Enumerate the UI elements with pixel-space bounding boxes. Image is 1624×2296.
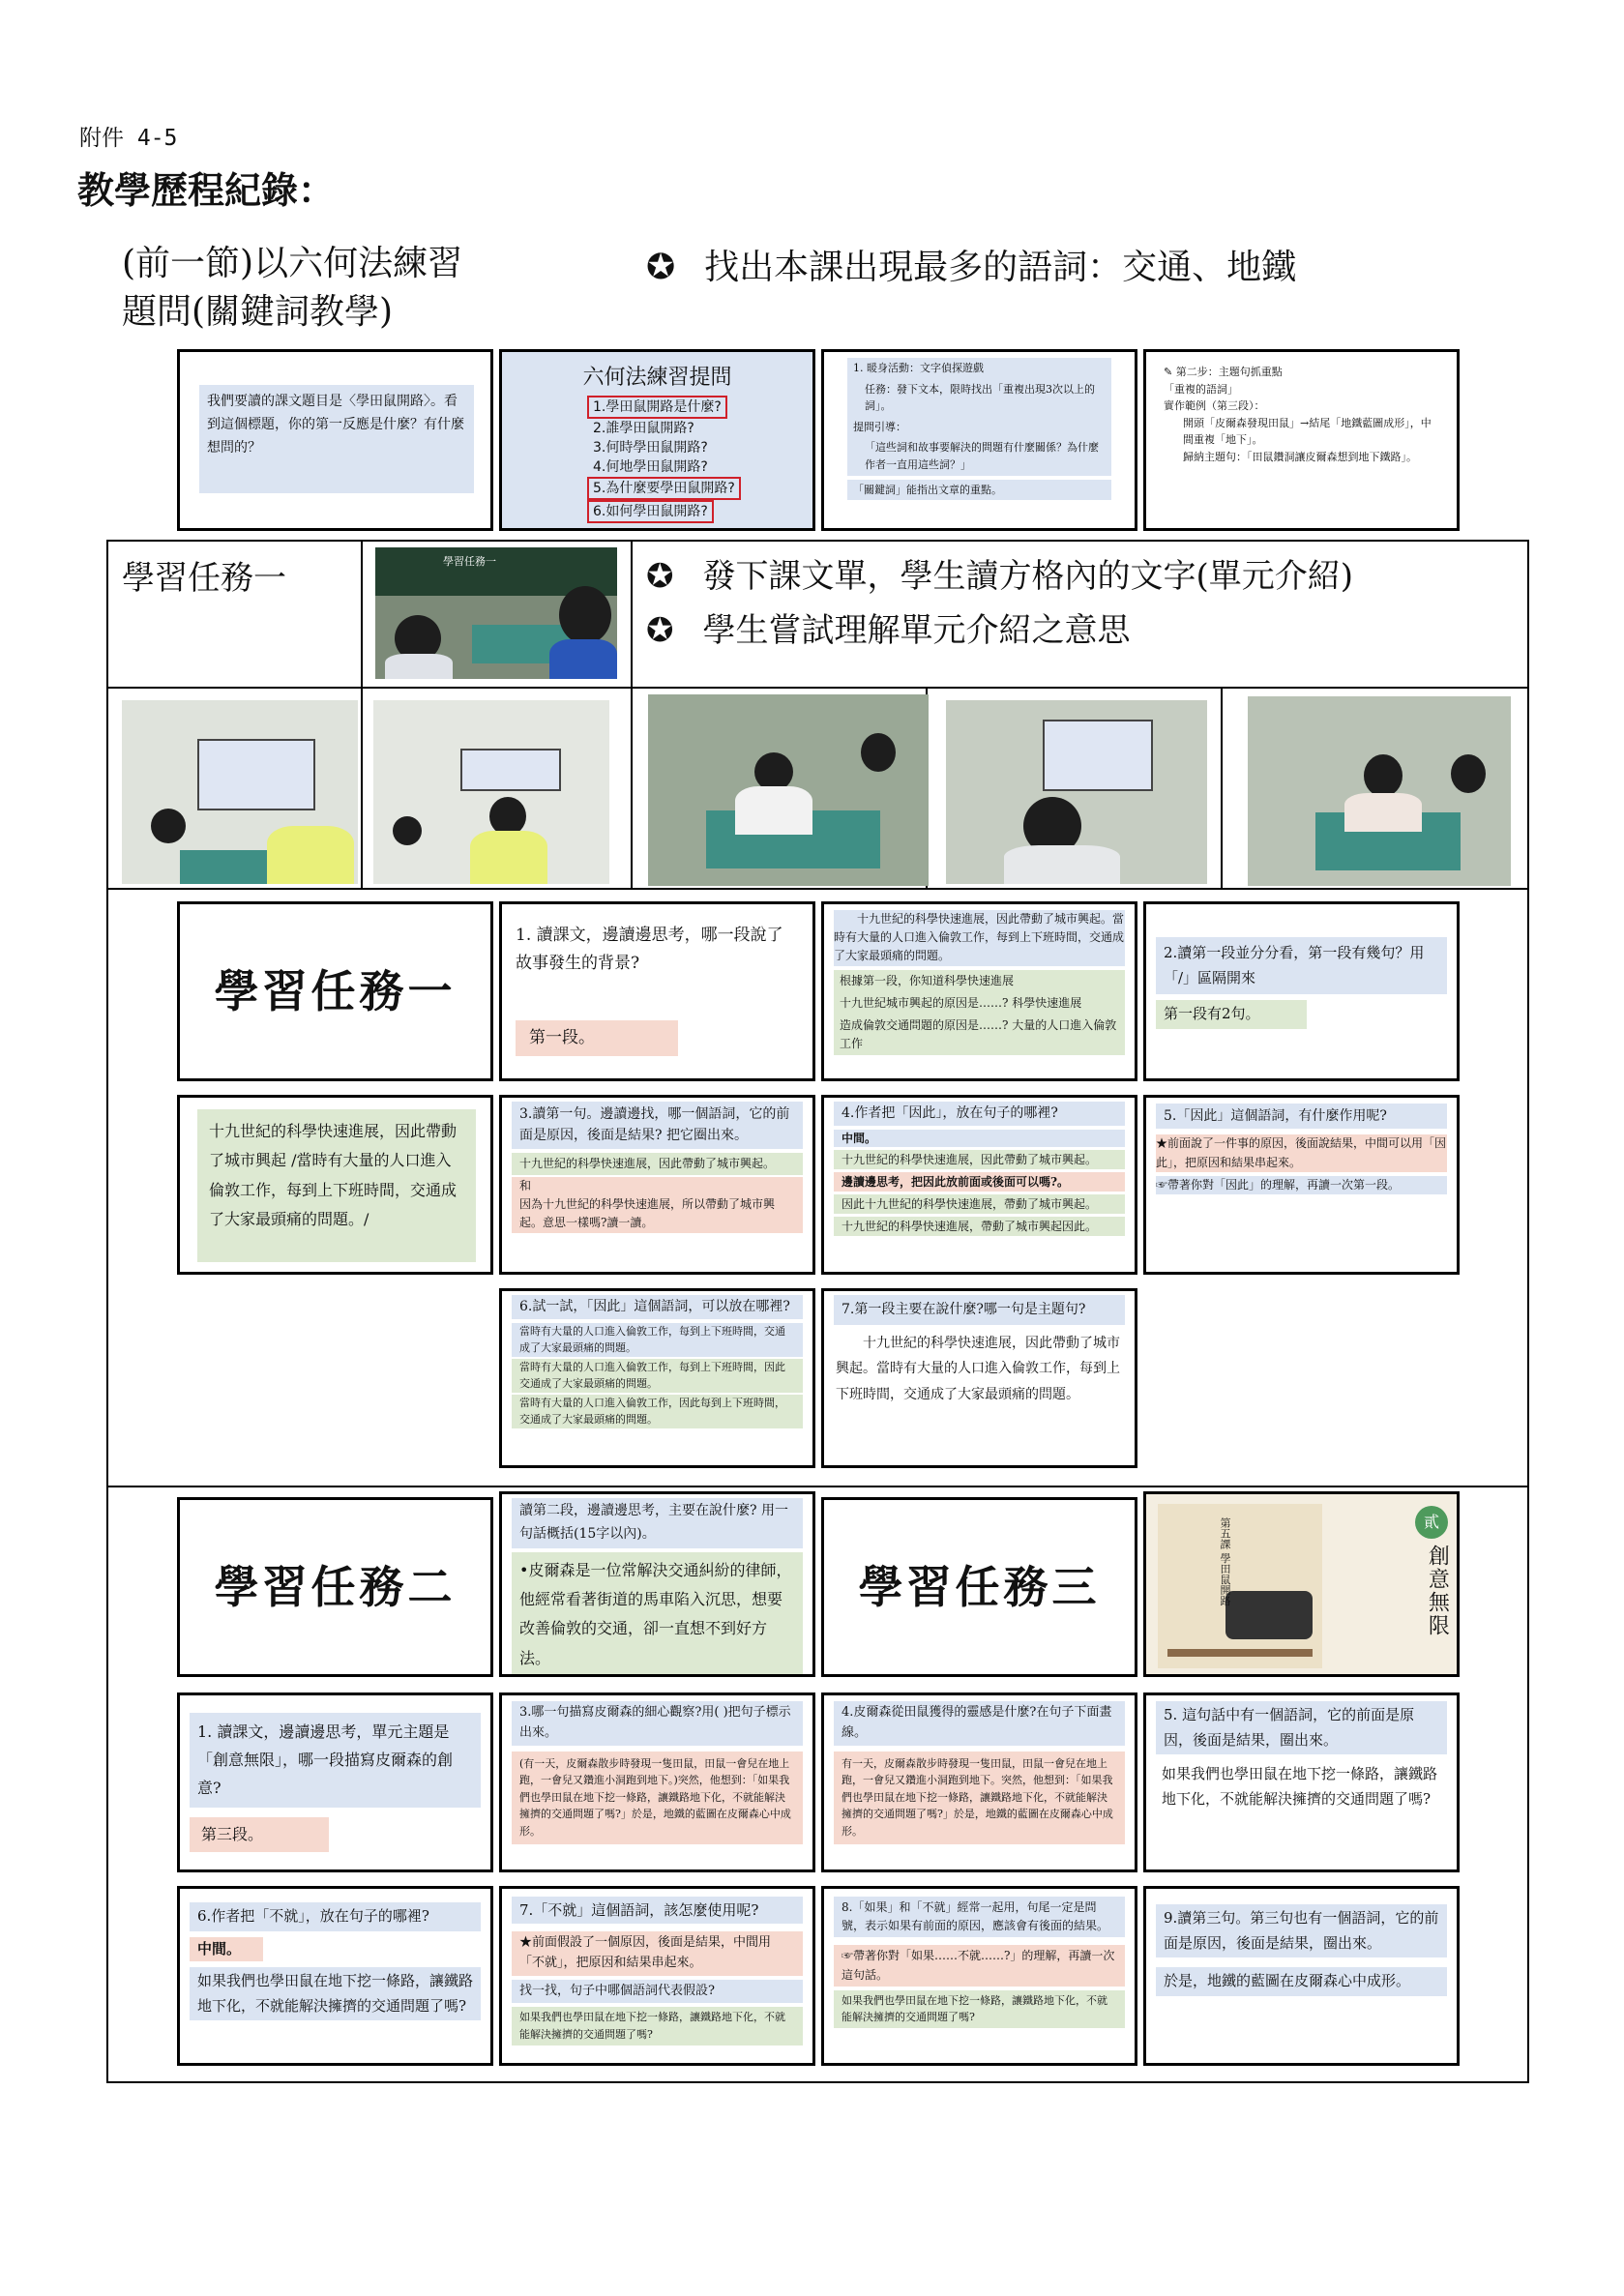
- question-item-6: 6.如何學田鼠開路?: [587, 500, 714, 523]
- q3-text: 3.讀第一句。邊讀邊找，哪一個語詞，它的前面是原因，後面是結果? 把它圈出來。: [512, 1102, 803, 1149]
- slide-paragraph1: [821, 901, 1137, 1081]
- q6-line3: 當時有大量的人口進入倫敦工作，因此每到上下班時間，交通成了大家最頭痛的問題。: [512, 1395, 803, 1428]
- intro-right: [646, 240, 1296, 289]
- star-icon: ✪: [646, 248, 676, 287]
- question-item-5: 5.為什麼要學田鼠開路?: [587, 477, 741, 500]
- c2-text: 3.哪一句描寫皮爾森的細心觀察?用( )把句子標示出來。: [512, 1701, 803, 1746]
- d3-line2: ☞帶著你對「如果……不就……?」的理解，再讀一次這句話。: [834, 1945, 1125, 1986]
- d1-text: 6.作者把「不就」，放在句子的哪裡?: [190, 1902, 481, 1931]
- d2-line1: ★前面假設了一個原因，後面是結果，中間用「不就」，把原因和結果串起來。: [512, 1931, 803, 1976]
- slide-q2: [1143, 901, 1460, 1081]
- q1-text: 1. 讀課文，邊讀邊思考，哪一段說了故事發生的背景?: [516, 926, 783, 973]
- q5-line2: ☞帶著你對「因此」的理解，再讀一次第一段。: [1156, 1176, 1447, 1194]
- topic-line3: 實作範例（第三段）：: [1164, 399, 1265, 413]
- classroom-photo-3: [373, 700, 609, 884]
- topic-line5: 歸納主題句：「田鼠鑽洞讓皮爾森想到地下鐵路」。: [1183, 450, 1417, 463]
- q4-line1: 十九世紀的科學快速進展，因此帶動了城市興起。: [834, 1150, 1125, 1169]
- q4-line3: 因此十九世紀的科學快速進展，帶動了城市興起。: [834, 1194, 1125, 1214]
- c3-paragraph: 有一天，皮爾森散步時發現一隻田鼠，田鼠一會兒在地上跑，一會兒又鑽進小洞跑到地下。突然，他想到：「如果我們也學田鼠在地下挖一條路，讓鐵路地下化，不就能解決擁擠的交通問題了嗎?」於是，地鐵的藍圖在皮爾森心中成形。: [834, 1751, 1125, 1844]
- slide-d4: [1143, 1886, 1460, 2066]
- slide-q5: [1143, 1095, 1460, 1275]
- c4-text: 5. 這句話中有一個語詞，它的前面是原因，後面是結果，圈出來。: [1156, 1701, 1447, 1754]
- question-item-3: 3.何時學田鼠開路?: [593, 440, 708, 456]
- lesson-title: 第五課 學田鼠開路: [1219, 1517, 1231, 1606]
- d1-answer: 中間。: [190, 1937, 263, 1962]
- slide-six-questions: [499, 349, 815, 531]
- slide-c4: [1143, 1693, 1460, 1872]
- q1-answer: 第一段。: [516, 1020, 678, 1056]
- slide-q1: [499, 901, 815, 1081]
- classroom-photo-5: [946, 700, 1207, 884]
- task2-question: 讀第二段，邊讀邊思考，主要在說什麼? 用一句話概括(15字以內)。: [512, 1498, 803, 1548]
- q4-answer: 中間。: [834, 1130, 1125, 1147]
- warmup-line3: 提問引導：: [847, 417, 1111, 438]
- c4-sentence: 如果我們也學田鼠在地下挖一條路，讓鐵路地下化，不就能解決擁擠的交通問題了嗎?: [1162, 1765, 1438, 1808]
- star-icon: ✪: [646, 557, 674, 596]
- task2-heading: 學習任務二: [214, 1560, 457, 1613]
- q7-paragraph: 十九世紀的科學快速進展，因此帶動了城市興起。當時有大量的人口進入倫敦工作，每到上下班時間，交通成了大家最頭痛的問題。: [836, 1335, 1120, 1402]
- question-item-1: 1.學田鼠開路是什麼?: [587, 396, 727, 419]
- q3-line3: 因為十九世紀的科學快速進展，所以帶動了城市興起。意思一樣嗎?讀一讀。: [512, 1195, 803, 1232]
- slide-topic-sentence: [1143, 349, 1460, 531]
- slide-title-question-text: 我們要讀的課文題目是〈學田鼠開路〉。看到這個標題，你的第一反應是什麼？有什麼想問的？: [199, 385, 474, 493]
- warmup-line2: 任務：發下文本，限時找出「重複出現3次以上的詞」。: [847, 379, 1111, 417]
- slide-d2: [499, 1886, 815, 2066]
- topic-line2: 「重複的語詞」: [1164, 382, 1238, 396]
- task1-label: 學習任務一: [122, 559, 286, 598]
- pin-icon: ✎: [1164, 366, 1176, 378]
- q5-line1: ★前面說了一件事的原因，後面說結果，中間可以用「因此」，把原因和結果串起來。: [1156, 1134, 1447, 1171]
- topic-line1: ✎ 第二步：主題句抓重點: [1164, 366, 1283, 378]
- textbook-illustration: [1158, 1504, 1322, 1668]
- star-icon: ✪: [646, 611, 674, 650]
- task1-bullet2: ✪ 學生嘗試理解單元介紹之意思: [646, 603, 1353, 658]
- para1-line3: 造成倫敦交通問題的原因是……? 大量的人口進入倫敦工作: [834, 1015, 1125, 1055]
- d4-sentence: 於是，地鐵的藍圖在皮爾森心中成形。: [1156, 1967, 1447, 1996]
- c1-text: 1. 讀課文，邊讀邊思考，單元主題是「創意無限」，哪一段描寫皮爾森的創意?: [190, 1713, 481, 1808]
- q6-line2: 當時有大量的人口進入倫敦工作，每到上下班時間，因此交通成了大家最頭痛的問題。: [512, 1359, 803, 1393]
- slide-c2: [499, 1693, 815, 1872]
- q2-text: 2.讀第一段並分分看，第一段有幾句？用「/」區隔開來: [1156, 937, 1447, 994]
- intro-left: [122, 240, 462, 337]
- slide-q3: [499, 1095, 815, 1275]
- warmup-line5: 「關鍵詞」能指出文章的重點。: [847, 480, 1111, 501]
- train-icon: [1225, 1591, 1313, 1639]
- question-item-4: 4.何地學田鼠開路?: [593, 459, 708, 476]
- intro-left-line2: 題問(關鍵詞教學): [122, 292, 394, 332]
- q4-line2: 邊讀邊思考，把因此放前面或後面可以嗎?。: [834, 1172, 1125, 1192]
- para1-text: 十九世紀的科學快速進展，因此帶動了城市興起。當時有大量的人口進入倫敦工作，每到上下班時間，交通成了大家最頭痛的問題。: [834, 910, 1125, 966]
- slide-warmup: [821, 349, 1137, 531]
- unit-title: 創意無限: [1425, 1545, 1450, 1637]
- d2-line2: 找一找，句子中哪個語詞代表假設?: [512, 1980, 803, 2004]
- slide-c1: [177, 1693, 493, 1872]
- six-questions-title: 六何法練習提問: [582, 366, 732, 390]
- d1-sentence: 如果我們也學田鼠在地下挖一條路，讓鐵路地下化，不就能解決擁擠的交通問題了嗎?: [190, 1967, 481, 2020]
- intro-left-line1: (前一節)以六何法練習: [122, 244, 463, 283]
- attachment-label: 附件 4-5: [79, 126, 178, 151]
- q7-text: 7.第一段主要在說什麼?哪一句是主題句?: [834, 1295, 1125, 1325]
- classroom-photo-4: [648, 694, 929, 886]
- q5-text: 5.「因此」這個語詞，有什麼作用呢?: [1156, 1104, 1447, 1129]
- slide-title-question: [177, 349, 493, 531]
- c2-paragraph: (有一天，皮爾森散步時發現一隻田鼠，田鼠一會兒在地上跑，一會兒又鑽進小洞跑到地下。)突然，他想到：「如果我們也學田鼠在地下挖一條路，讓鐵路地下化，不就能解決擁擠的交通問題了嗎?」於是，地鐵的藍圖在皮爾森心中成形。: [512, 1751, 803, 1844]
- slide-task2-content: [499, 1491, 815, 1677]
- slide-task2-heading: [177, 1497, 493, 1677]
- classroom-photo-1: [375, 547, 617, 679]
- d2-line3: 如果我們也學田鼠在地下挖一條路，讓鐵路地下化，不就能解決擁擠的交通問題了嗎?: [512, 2007, 803, 2045]
- c3-text: 4.皮爾森從田鼠獲得的靈感是什麼?在句子下面畫線。: [834, 1701, 1125, 1746]
- q6-text: 6.試一試，「因此」這個語詞，可以放在哪裡?: [512, 1295, 803, 1319]
- d3-line3: 如果我們也學田鼠在地下挖一條路，讓鐵路地下化，不就能解決擁擠的交通問題了嗎?: [834, 1990, 1125, 2028]
- classroom-photo-2: [122, 700, 358, 884]
- slide-d3: [821, 1886, 1137, 2066]
- warmup-line1: 1. 暖身活動：文字偵探遊戲: [847, 358, 1111, 379]
- question-item-2: 2.誰學田鼠開路?: [593, 421, 694, 437]
- slide-q6: [499, 1288, 815, 1468]
- q6-line1: 當時有大量的人口進入倫敦工作，每到上下班時間，交通成了大家最頭痛的問題。: [512, 1323, 803, 1357]
- page-title: 教學歷程紀錄：: [77, 168, 336, 212]
- task1-bullets: [646, 549, 1353, 658]
- slide-task1-heading: [177, 901, 493, 1081]
- para1-line2: 十九世紀城市興起的原因是……? 科學快速進展: [834, 992, 1125, 1015]
- q4-line4: 十九世紀的科學快速進展，帶動了城市興起因此。: [834, 1217, 1125, 1236]
- unit-number-badge: 貳: [1415, 1506, 1448, 1539]
- task3-heading: 學習任務三: [858, 1560, 1101, 1613]
- q3-line2: 和: [512, 1177, 803, 1195]
- task1-heading: 學習任務一: [214, 964, 457, 1017]
- d4-text: 9.讀第三句。第三句也有一個語詞，它的前面是原因，後面是結果，圈出來。: [1156, 1904, 1447, 1957]
- classroom-photo-6: [1248, 696, 1511, 886]
- q4-text: 4.作者把「因此」，放在句子的哪裡?: [834, 1102, 1125, 1126]
- slide-d1: [177, 1886, 493, 2066]
- q2-answer: 第一段有2句。: [1156, 1000, 1307, 1029]
- slide-q4: [821, 1095, 1137, 1275]
- slide-task3-heading: [821, 1497, 1137, 1677]
- intro-right-text: 找出本課出現最多的語詞：交通、地鐵: [704, 248, 1297, 287]
- slide-c3: [821, 1693, 1137, 1872]
- slide-q7: [821, 1288, 1137, 1468]
- topic-line4: 開頭「皮爾森發現田鼠」→結尾「地鐵藍圖成形」，中間重複「地下」。: [1183, 416, 1432, 447]
- d3-line1: 8.「如果」和「不就」經常一起用，句尾一定是問號，表示如果有前面的原因，應該會有後面的結果。: [834, 1897, 1125, 1937]
- c1-answer: 第三段。: [190, 1817, 329, 1851]
- board-label: 學習任務一: [443, 555, 496, 568]
- slide-textbook-cover: [1143, 1491, 1460, 1677]
- warmup-line4: 「這些詞和故事要解決的問題有什麼關係？為什麼作者一直用這些詞？」: [847, 437, 1111, 475]
- d2-text: 7.「不就」這個語詞，該怎麼使用呢?: [512, 1897, 803, 1924]
- q3-line1: 十九世紀的科學快速進展，因此帶動了城市興起。: [512, 1153, 803, 1175]
- task1-bullet1: ✪ 發下課文單，學生讀方格內的文字(單元介紹): [646, 549, 1353, 603]
- marked-paragraph: 十九世紀的科學快速進展，因此帶動了城市興起 /當時有大量的人口進入倫敦工作，每到上下班時間，交通成了大家最頭痛的問題。/: [197, 1109, 476, 1262]
- para1-line1: 根據第一段，你知道科學快速進展: [834, 970, 1125, 992]
- slide-sentence-mark: [177, 1095, 493, 1275]
- task2-answer: •皮爾森是一位常解決交通糾紛的律師，他經常看著街道的馬車陷入沉思，想要改善倫敦的交通，卻一直想不到好方法。: [512, 1552, 803, 1677]
